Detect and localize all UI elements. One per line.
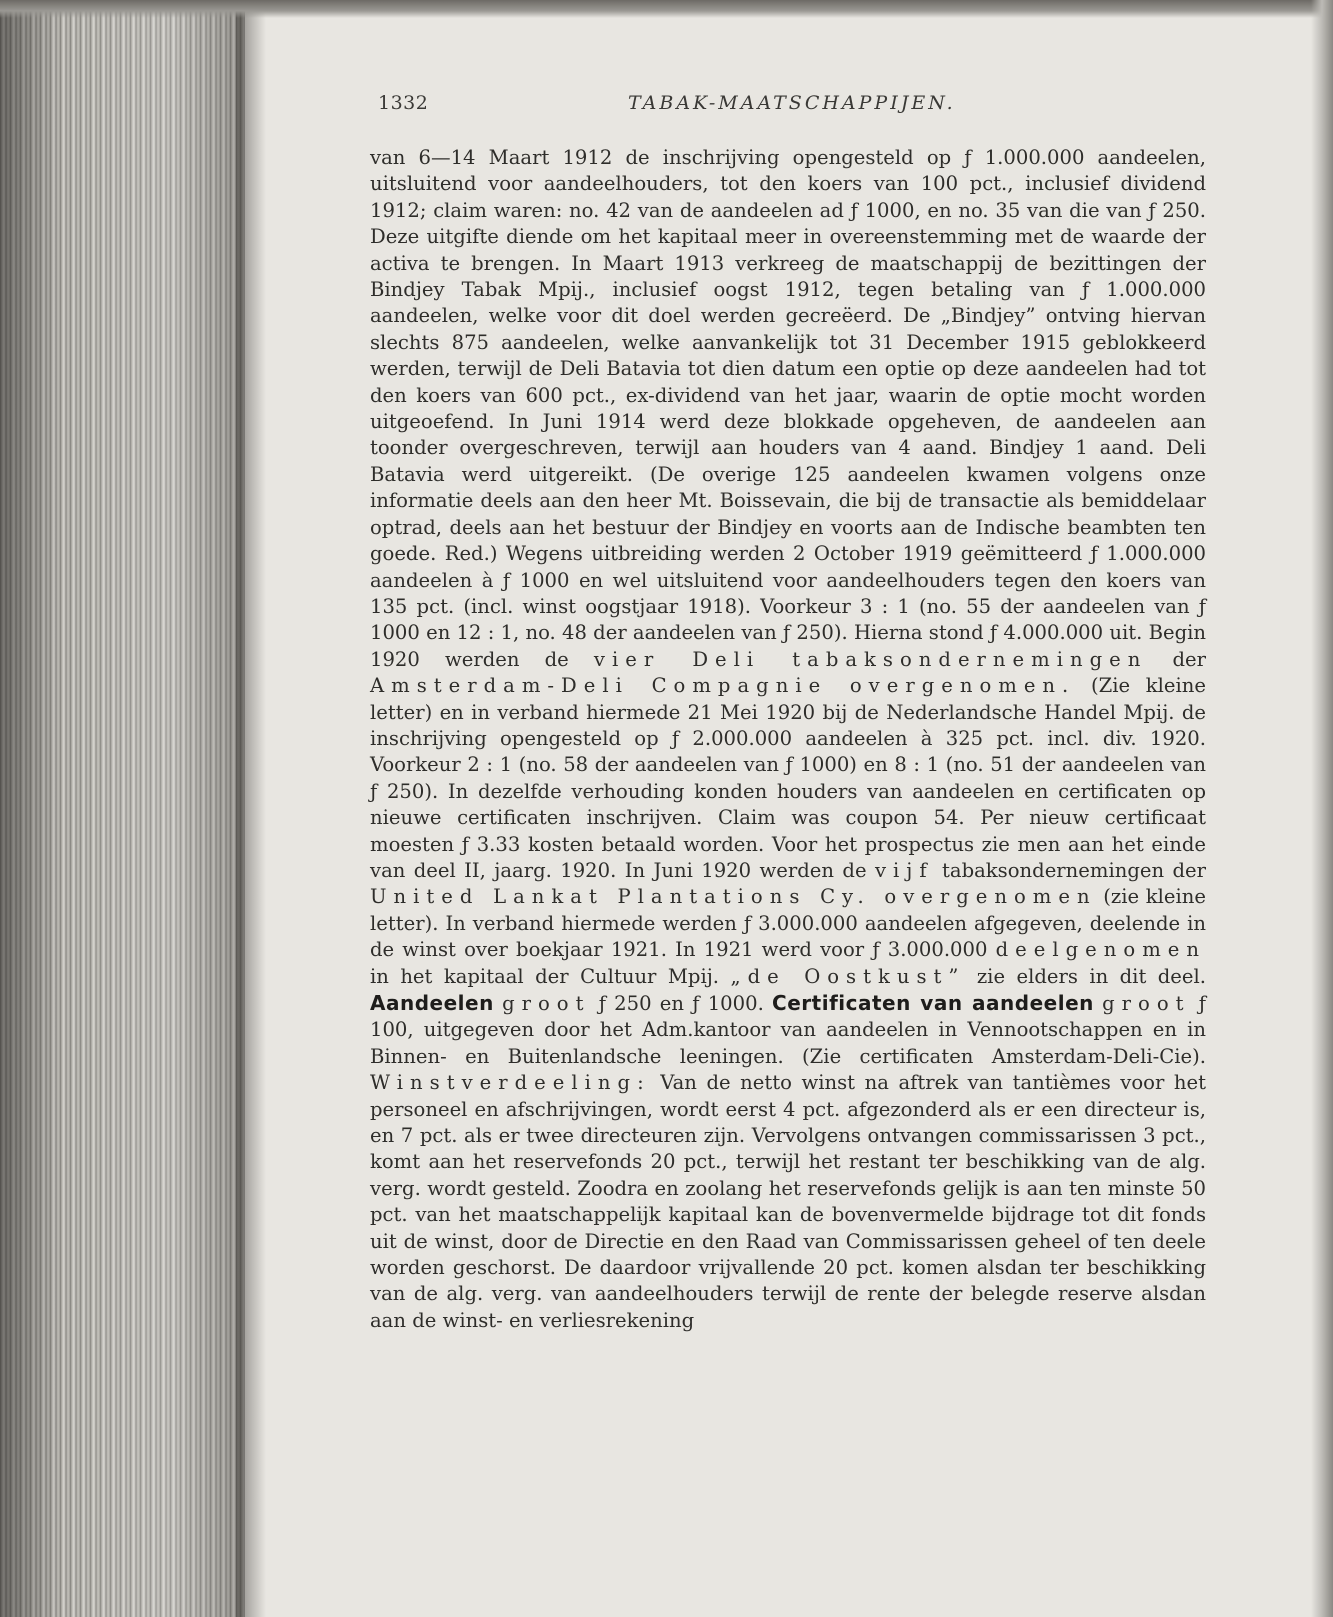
spaced-emphasis: deelgenomen bbox=[995, 938, 1206, 962]
body-paragraph bbox=[370, 145, 1206, 1334]
spaced-emphasis-winstverdeeling: Winstverdeeling: bbox=[370, 1071, 651, 1095]
bold-heading-aandeelen: Aandeelen bbox=[370, 991, 494, 1015]
book-page-edges bbox=[0, 0, 245, 1617]
spaced-emphasis: Amsterdam-Deli Compagnie overgenomen. bbox=[370, 674, 1076, 698]
text-run: Van de netto winst na aftrek van tantièmes voor het personeel en afschrijvingen, wordt eerst 4 pct. afgezonderd als er een directeur is, en 7 pct. als er twee directeuren zijn. Vervolgens ontvangen commissarissen 3 pct., komt aan het reservefonds 20 pct., terwijl het restant ter beschikking van de alg. verg. wordt gesteld. Zoodra en zoolang het reservefonds gelijk is aan ten minste 50 pct. van het maatschappelijk kapitaal kan de bovenvermelde bijdrage tot dit fonds uit de winst, door de Directie en den Raad van Commissarissen geheel of ten deele worden geschorst. De daardoor vrijvallende 20 pct. komen alsdan ter beschikking van de alg. verg. van aandeelhouders terwijl de rente der belegde reserve alsdan aan de winst- en verliesrekening bbox=[370, 1071, 1206, 1332]
right-page-edge bbox=[1311, 0, 1333, 1617]
bold-heading-certificaten: Certificaten van aandeelen bbox=[772, 991, 1094, 1015]
spaced-emphasis: United Lankat Plantations Cy. overgenomen bbox=[370, 885, 1097, 909]
text-run: zie elders in dit deel. bbox=[976, 964, 1206, 988]
gutter-shadow bbox=[236, 0, 266, 1617]
spaced-emphasis: groot bbox=[1102, 992, 1191, 1015]
text-run: der bbox=[1172, 647, 1207, 671]
page-number: 1332 bbox=[378, 92, 429, 114]
text-run: tabaksondernemingen der bbox=[942, 858, 1206, 882]
running-head bbox=[378, 92, 1178, 122]
text-run: ƒ 250 en ƒ 1000. bbox=[598, 992, 764, 1015]
spaced-emphasis: vier Deli tabaksondernemingen bbox=[593, 647, 1148, 671]
text-run: van 6—14 Maart 1912 de inschrijving opengesteld op ƒ 1.000.000 aandeelen, uitsluitend voor aandeelhouders, tot den koers van 100 pct., inclusief dividend 1912; claim waren: no. 42 van de aandeelen ad ƒ 1000, en no. 35 van die van ƒ 250. Deze uitgifte diende om het kapitaal meer in overeenstemming met de waarde der activa te brengen. In Maart 1913 verkreeg de maatschappij de bezittingen der Bindjey Tabak Mpij., inclusief oogst 1912, tegen betaling van ƒ 1.000.000 aandeelen, welke voor dit doel werden gecreëerd. De „Bindjey” ontving hiervan slechts 875 aandeelen, welke aanvankelijk tot 31 December 1915 geblokkeerd werden, terwijl de Deli Batavia tot dien datum een optie op deze aandeelen had tot den koers van 600 pct., ex-dividend van het jaar, waarin de optie mocht worden uitgeoefend. In Juni 1914 werd deze blokkade opgeheven, de aandeelen aan toonder overgeschreven, terwijl aan houders van 4 aand. Bindjey 1 aand. Deli Batavia werd uitgereikt. (De overige 125 aandeelen kwamen volgens onze informatie deels aan den heer Mt. Boissevain, die bij de transactie als bemiddelaar optrad, deels aan het bestuur der Bindjey en voorts aan de Indische beambten ten goede. Red.) Wegens uitbreiding werden 2 October 1919 geëmitteerd ƒ 1.000.000 aandeelen à ƒ 1000 en wel uitsluitend voor aandeelhouders tegen den koers van 135 pct. (incl. winst oogstjaar 1918). Voorkeur 3 : 1 (no. 55 der aandeelen van ƒ 1000 en 12 : 1, no. 48 der aandeelen van ƒ 250). Hierna stond ƒ 4.000.000 uit. Begin 1920 werden de bbox=[370, 146, 1206, 671]
top-page-edge bbox=[0, 0, 1333, 18]
text-run: ƒ 100, uitgegeven door het Adm.kantoor van aandeelen in Vennootschappen en in Binnen- en Buitenlandsche leeningen. (Zie certificaten Amsterdam-Deli-Cie). bbox=[370, 992, 1206, 1068]
text-run: (zie kleine letter). In verband hiermede werden ƒ 3.000.000 aandeelen afgegeven, deelende in de winst over boekjaar 1921. In 1921 werd voor ƒ 3.000.000 bbox=[370, 885, 1206, 962]
spaced-emphasis: vijf bbox=[874, 858, 934, 882]
running-title: TABAK-MAATSCHAPPIJEN. bbox=[628, 92, 956, 114]
text-run: in het kapitaal der Cultuur Mpij. bbox=[370, 964, 720, 988]
spaced-emphasis: groot bbox=[502, 992, 591, 1015]
spaced-emphasis: „de Oostkust” bbox=[730, 964, 966, 988]
text-run: (Zie kleine letter) en in verband hiermede 21 Mei 1920 bij de Nederlandsche Handel Mpij. de inschrijving opengesteld op ƒ 2.000.000 aandeelen à 325 pct. incl. div. 1920. Voorkeur 2 : 1 (no. 58 der aandeelen van ƒ 1000) en 8 : 1 (no. 51 der aandeelen van ƒ 250). In dezelfde verhouding konden houders van aandeelen en certificaten op nieuwe certificaten inschrijven. Claim was coupon 54. Per nieuw certificaat moesten ƒ 3.33 kosten betaald worden. Voor het prospectus zie men aan het einde van deel II, jaarg. 1920. In Juni 1920 werden de bbox=[370, 674, 1206, 882]
